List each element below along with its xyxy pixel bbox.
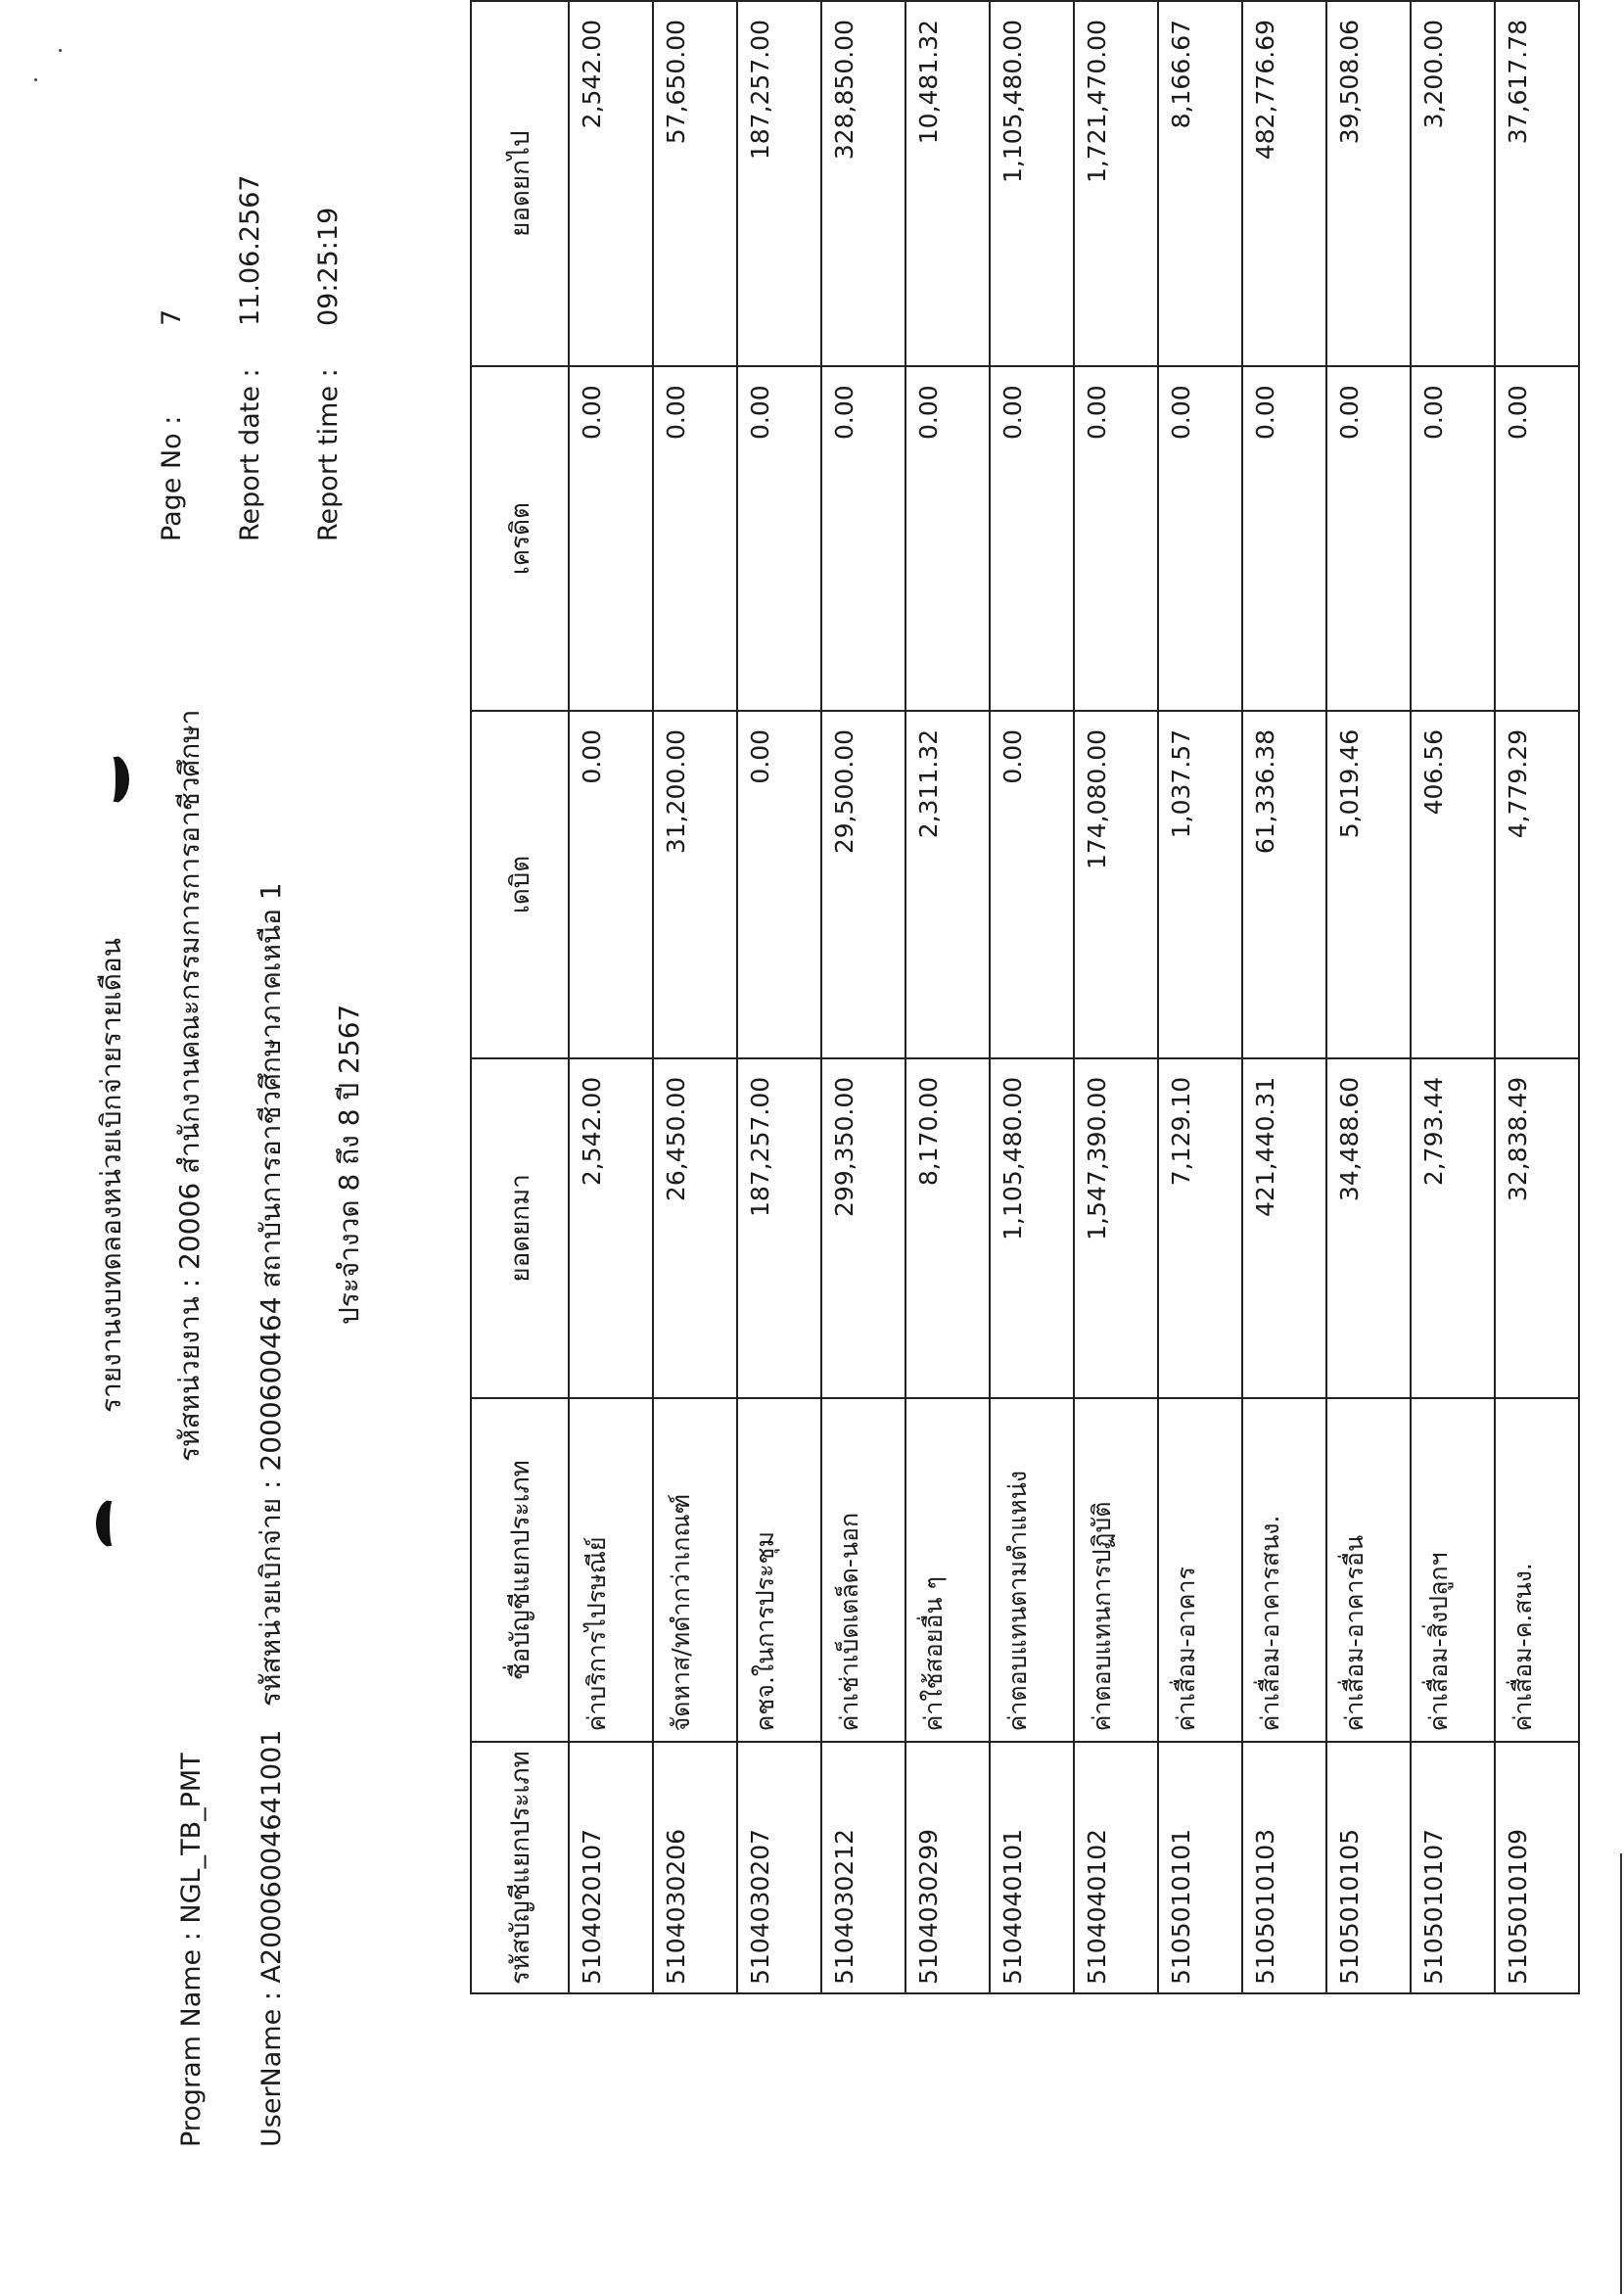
cell-debit: 1,037.57 [1158, 711, 1242, 1058]
cell-opening-balance: 2,542.00 [569, 1058, 653, 1398]
cell-opening-balance: 26,450.00 [653, 1058, 737, 1398]
table-row [1411, 1, 1495, 1993]
cell-credit: 0.00 [1158, 366, 1242, 711]
cell-credit: 0.00 [821, 366, 905, 711]
table-row [653, 1, 737, 1993]
cell-closing-balance: 3,200.00 [1411, 1, 1495, 366]
scan-speck [59, 49, 62, 52]
cell-opening-balance: 2,793.44 [1411, 1058, 1495, 1398]
header-opening-balance: ยอดยกมา [471, 1058, 569, 1398]
cell-debit: 406.56 [1411, 711, 1495, 1058]
cell-closing-balance: 482,776.69 [1242, 1, 1326, 366]
cell-credit: 0.00 [1495, 366, 1579, 711]
cell-credit: 0.00 [905, 366, 990, 711]
report-time-label: Report time : [313, 368, 344, 541]
table-row [1074, 1, 1158, 1993]
report-title: รายงานงบทดลองหน่วยเบิกจ่ายรายเดือน [95, 938, 127, 1413]
table-row [737, 1, 821, 1993]
cell-account-name: ค่าตอบแทนการปฏิบัติ [1074, 1398, 1158, 1742]
cell-account-code: 5105010109 [1495, 1742, 1579, 1993]
report-date-value: 11.06.2567 [235, 174, 265, 326]
cell-opening-balance: 7,129.10 [1158, 1058, 1242, 1398]
cell-credit: 0.00 [1074, 366, 1158, 711]
cell-credit: 0.00 [653, 366, 737, 711]
cell-account-name: ค่าใช้สอยอื่น ๆ [905, 1398, 990, 1742]
cell-account-name: คชจ.ในการประชุม [737, 1398, 821, 1742]
cell-account-code: 5104030206 [653, 1742, 737, 1993]
header-debit: เดบิต [471, 711, 569, 1058]
cell-account-code: 5105010101 [1158, 1742, 1242, 1993]
cell-opening-balance: 32,838.49 [1495, 1058, 1579, 1398]
cell-account-name: ค่าเช่าเบ็ดเตล็ด-นอก [821, 1398, 905, 1742]
cell-opening-balance: 8,170.00 [905, 1058, 990, 1398]
cell-debit: 0.00 [737, 711, 821, 1058]
page-number-label: Page No : [157, 415, 187, 541]
cell-account-name: ค่าเสื่อม-อาคารอื่น [1326, 1398, 1411, 1742]
cell-account-name: ค่าเสื่อม-อาคาร [1158, 1398, 1242, 1742]
table-row [1326, 1, 1411, 1993]
cell-credit: 0.00 [1242, 366, 1326, 711]
table-row [1242, 1, 1326, 1993]
cell-debit: 174,080.00 [1074, 711, 1158, 1058]
cell-opening-balance: 34,488.60 [1326, 1058, 1411, 1398]
cell-debit: 2,311.32 [905, 711, 990, 1058]
table-row [569, 1, 653, 1993]
cell-closing-balance: 8,166.67 [1158, 1, 1242, 366]
program-name: Program Name : NGL_TB_PMT [176, 1753, 207, 2147]
table-row [1495, 1, 1579, 1993]
cell-credit: 0.00 [569, 366, 653, 711]
header-account-code: รหัสบัญชีแยกประเภท [471, 1742, 569, 1993]
cell-account-code: 5105010105 [1326, 1742, 1411, 1993]
cell-debit: 0.00 [990, 711, 1074, 1058]
trial-balance-table [470, 0, 1580, 1994]
cell-opening-balance: 421,440.31 [1242, 1058, 1326, 1398]
left-bracket-mark-icon [96, 1499, 129, 1548]
cell-opening-balance: 1,105,480.00 [990, 1058, 1074, 1398]
cell-debit: 31,200.00 [653, 711, 737, 1058]
cell-debit: 0.00 [569, 711, 653, 1058]
cell-account-name: ค่าเสื่อม-สิ่งปลูกฯ [1411, 1398, 1495, 1742]
cell-account-name: ค่าบริการไปรษณีย์ [569, 1398, 653, 1742]
report-date-label: Report date : [235, 368, 265, 541]
table-header-row [471, 1, 569, 1993]
agency-line: รหัสหน่วยงาน : 20006 สำนักงานคณะกรรมการการอาชีวศึกษา [173, 709, 206, 1462]
cell-account-name: จัดหาส/ทดำกว่าเกณฑ์ [653, 1398, 737, 1742]
cell-account-code: 5105010107 [1411, 1742, 1495, 1993]
cell-closing-balance: 2,542.00 [569, 1, 653, 366]
header-account-name: ชื่อบัญชีแยกประเภท [471, 1398, 569, 1742]
cell-closing-balance: 39,508.06 [1326, 1, 1411, 366]
cell-closing-balance: 187,257.00 [737, 1, 821, 366]
cell-debit: 5,019.46 [1326, 711, 1411, 1058]
header-closing-balance: ยอดยกไป [471, 1, 569, 366]
cell-opening-balance: 299,350.00 [821, 1058, 905, 1398]
cell-credit: 0.00 [737, 366, 821, 711]
cell-account-code: 5105010103 [1242, 1742, 1326, 1993]
cell-debit: 29,500.00 [821, 711, 905, 1058]
scan-speck [34, 78, 37, 81]
cell-account-code: 5104020107 [569, 1742, 653, 1993]
report-time-value: 09:25:19 [313, 207, 344, 326]
cell-account-name: ค่าเสื่อม-ค.สนง. [1495, 1398, 1579, 1742]
cell-closing-balance: 37,617.78 [1495, 1, 1579, 366]
cell-account-code: 5104030299 [905, 1742, 990, 1993]
cell-account-code: 5104040101 [990, 1742, 1074, 1993]
cell-credit: 0.00 [1411, 366, 1495, 711]
period-line: ประจำงวด 8 ถึง 8 ปี 2567 [333, 1004, 365, 1325]
cell-account-name: ค่าเสื่อม-อาคารสนง. [1242, 1398, 1326, 1742]
cell-closing-balance: 10,481.32 [905, 1, 990, 366]
scan-edge-line [1620, 1853, 1622, 2294]
table-row [1158, 1, 1242, 1993]
cell-credit: 0.00 [1326, 366, 1411, 711]
cell-debit: 61,336.38 [1242, 711, 1326, 1058]
cell-closing-balance: 57,650.00 [653, 1, 737, 366]
cell-closing-balance: 1,721,470.00 [1074, 1, 1158, 366]
cell-opening-balance: 1,547,390.00 [1074, 1058, 1158, 1398]
cell-account-name: ค่าตอบแทนตามตำแหน่ง [990, 1398, 1074, 1742]
cell-closing-balance: 1,105,480.00 [990, 1, 1074, 366]
cell-credit: 0.00 [990, 366, 1074, 711]
page-number-value: 7 [157, 308, 187, 326]
right-bracket-mark-icon [96, 755, 129, 804]
cell-closing-balance: 328,850.00 [821, 1, 905, 366]
cell-opening-balance: 187,257.00 [737, 1058, 821, 1398]
disbursing-unit-line: รหัสหน่วยเบิกจ่าย : 2000600464 สถาบันการอาชีวศึกษาภาคเหนือ 1 [255, 882, 287, 1707]
cell-account-code: 5104030212 [821, 1742, 905, 1993]
cell-debit: 4,779.29 [1495, 711, 1579, 1058]
cell-account-code: 5104030207 [737, 1742, 821, 1993]
table-row [990, 1, 1074, 1993]
header-credit: เครดิต [471, 366, 569, 711]
table-row [821, 1, 905, 1993]
table-row [905, 1, 990, 1993]
table-body [569, 1, 1579, 1993]
cell-account-code: 5104040102 [1074, 1742, 1158, 1993]
user-name: UserName : A20006004641001 [256, 1729, 287, 2147]
